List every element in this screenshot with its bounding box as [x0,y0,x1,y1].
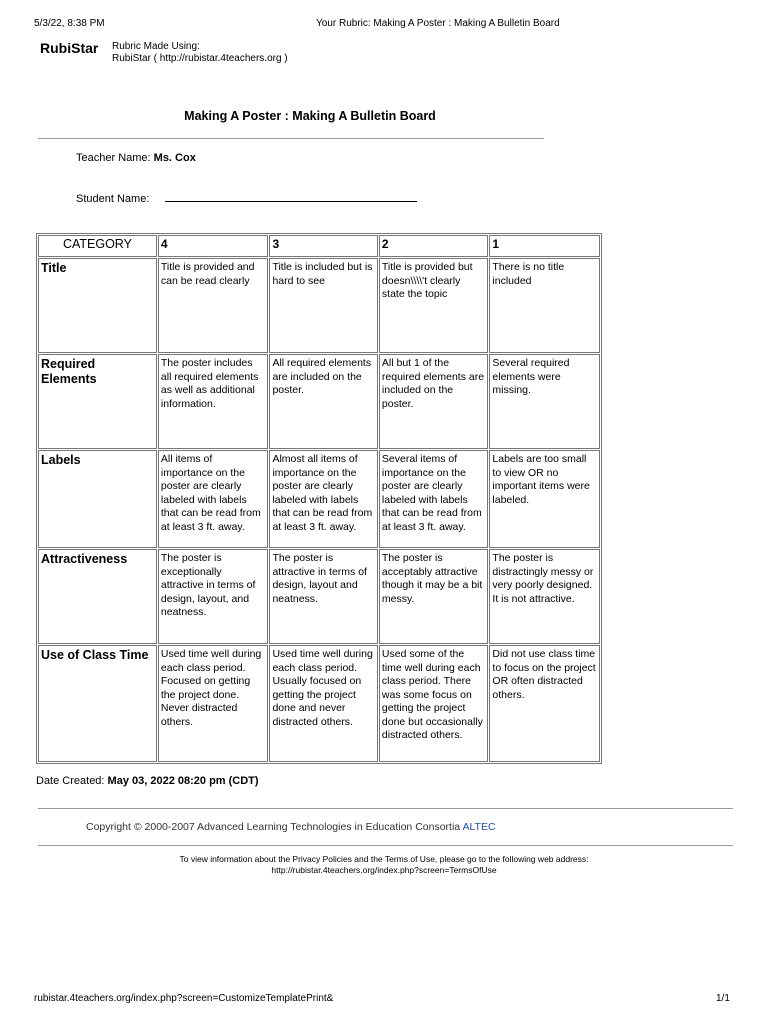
rubric-table [36,233,602,764]
category-attractiveness: Attractiveness [38,549,157,644]
cell-required-2: All but 1 of the required elements are included on the poster. [379,354,489,449]
cell-labels-3: Almost all items of importance on the poster are clearly labeled with labels that can be read from at least 3 ft. away. [269,450,377,548]
title-divider [38,138,544,139]
terms-notice [0,854,768,876]
cell-attractiveness-1: The poster is distractingly messy or very poorly designed. It is not attractive. [489,549,600,644]
cell-required-1: Several required elements were missing. [489,354,600,449]
cell-attractiveness-2: The poster is acceptably attractive though it may be a bit messy. [379,549,489,644]
cell-class-time-3: Used time well during each class period. Usually focused on getting the project done and never distracted others. [269,645,377,762]
category-required-elements: Required Elements [38,354,157,449]
brand-name: RubiStar [40,40,99,56]
footer-divider-bottom [38,845,733,846]
footer-divider-top [38,808,733,809]
date-created-value: May 03, 2022 08:20 pm (CDT) [107,775,259,787]
made-using-note [112,41,288,65]
header-score-3: 3 [269,235,377,257]
category-labels: Labels [38,450,157,548]
copyright-text: Copyright © 2000-2007 Advanced Learning Technologies in Education Consortia [86,821,463,833]
cell-title-2: Title is provided but doesn\\\\'t clearly state the topic [379,258,489,353]
rubric-row-title [38,258,600,353]
made-using-line1: Rubric Made Using: [112,41,200,52]
teacher-label: Teacher Name: [76,152,154,164]
made-using-line2: RubiStar ( http://rubistar.4teachers.org ) [112,53,288,64]
teacher-name-field [76,152,196,164]
cell-required-3: All required elements are included on the poster. [269,354,377,449]
category-title: Title [38,258,157,353]
header-category: CATEGORY [38,235,157,257]
rubric-header-row [38,235,600,257]
cell-attractiveness-4: The poster is exceptionally attractive in terms of design, layout, and neatness. [158,549,269,644]
student-name-field [76,193,417,205]
cell-attractiveness-3: The poster is attractive in terms of design, layout and neatness. [269,549,377,644]
rubric-row-attractiveness [38,549,600,644]
print-page-number: 1/1 [716,993,730,1004]
print-footer-url: rubistar.4teachers.org/index.php?screen=CustomizeTemplatePrint& [34,993,334,1004]
cell-labels-2: Several items of importance on the poster are clearly labeled with labels that can be read from at least 3 ft. away. [379,450,489,548]
cell-labels-1: Labels are too small to view OR no important items were labeled. [489,450,600,548]
cell-title-1: There is no title included [489,258,600,353]
cell-title-4: Title is provided and can be read clearly [158,258,269,353]
student-label: Student Name: [76,193,150,205]
print-datetime: 5/3/22, 8:38 PM [34,18,105,29]
header-score-4: 4 [158,235,269,257]
rubric-row-labels [38,450,600,548]
category-use-of-class-time: Use of Class Time [38,645,157,762]
cell-class-time-4: Used time well during each class period. Focused on getting the project done. Never distracted others. [158,645,269,762]
date-created [36,775,259,787]
cell-title-3: Title is included but is hard to see [269,258,377,353]
altec-link[interactable]: ALTEC [462,821,496,833]
cell-labels-4: All items of importance on the poster are clearly labeled with labels that can be read from at least 3 ft. away. [158,450,269,548]
header-score-2: 2 [379,235,489,257]
teacher-value: Ms. Cox [153,152,196,164]
terms-line1: To view information about the Privacy Policies and the Terms of Use, please go to the following web address: [179,854,589,864]
cell-required-4: The poster includes all required elements as well as additional information. [158,354,269,449]
date-created-label: Date Created: [36,775,108,787]
print-page-title: Your Rubric: Making A Poster : Making A Bulletin Board [316,18,560,29]
page-title: Making A Poster : Making A Bulletin Board [184,109,436,123]
rubric-row-use-of-class-time [38,645,600,762]
cell-class-time-2: Used some of the time well during each class period. There was some focus on getting the project done but occasionally distracted others. [379,645,489,762]
rubric-row-required-elements [38,354,600,449]
terms-url: http://rubistar.4teachers.org/index.php?screen=TermsOfUse [271,865,497,875]
header-score-1: 1 [489,235,600,257]
cell-class-time-1: Did not use class time to focus on the project OR often distracted others. [489,645,600,762]
student-name-blank [165,193,417,202]
copyright-notice [86,821,496,833]
